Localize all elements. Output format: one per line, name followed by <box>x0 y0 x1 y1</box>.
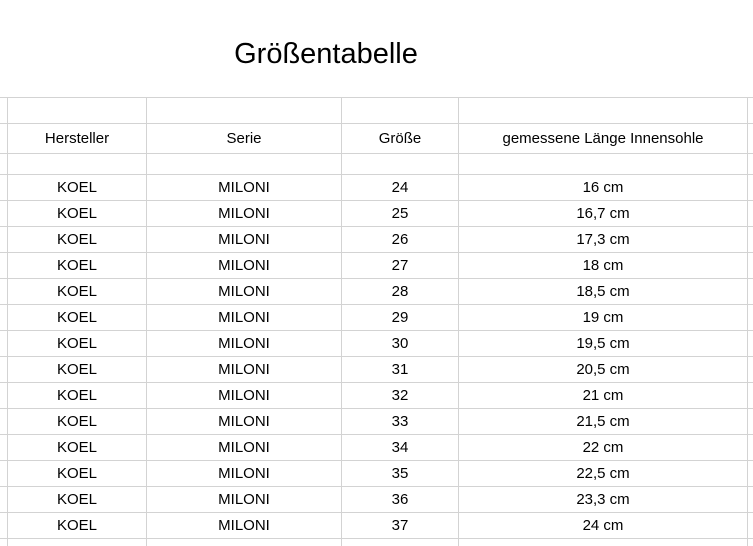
right-margin-cell <box>747 98 753 123</box>
left-margin-cell <box>0 201 7 226</box>
cell-groesse: 27 <box>341 253 458 278</box>
cell-laenge: 22 cm <box>458 435 747 460</box>
right-margin-cell <box>747 487 753 512</box>
empty-cell <box>341 154 458 174</box>
left-margin-cell <box>0 487 7 512</box>
left-margin-cell <box>0 227 7 252</box>
cell-serie: MILONI <box>146 513 341 538</box>
cell-serie: MILONI <box>146 227 341 252</box>
cell-hersteller: KOEL <box>7 409 146 434</box>
table-header-row <box>0 124 753 154</box>
table-row <box>0 409 753 435</box>
cell-serie: MILONI <box>146 279 341 304</box>
cell-hersteller: KOEL <box>7 331 146 356</box>
cell-laenge: 16 cm <box>458 175 747 200</box>
column-header-hersteller: Hersteller <box>7 124 146 153</box>
cell-groesse: 37 <box>341 513 458 538</box>
right-margin-cell <box>747 279 753 304</box>
empty-cell <box>146 539 341 546</box>
empty-cell <box>7 539 146 546</box>
cell-groesse: 31 <box>341 357 458 382</box>
right-margin-cell <box>747 539 753 546</box>
cell-laenge: 18,5 cm <box>458 279 747 304</box>
table-row <box>0 513 753 539</box>
empty-cell <box>146 154 341 174</box>
cell-laenge: 19,5 cm <box>458 331 747 356</box>
column-header-groesse: Größe <box>341 124 458 153</box>
cell-hersteller: KOEL <box>7 201 146 226</box>
cell-serie: MILONI <box>146 357 341 382</box>
cell-serie: MILONI <box>146 253 341 278</box>
right-margin-cell <box>747 331 753 356</box>
left-margin-cell <box>0 154 7 174</box>
right-margin-cell <box>747 253 753 278</box>
right-margin-cell <box>747 383 753 408</box>
cell-hersteller: KOEL <box>7 279 146 304</box>
cell-laenge: 21,5 cm <box>458 409 747 434</box>
cell-laenge: 21 cm <box>458 383 747 408</box>
right-margin-cell <box>747 513 753 538</box>
table-row <box>0 279 753 305</box>
left-margin-cell <box>0 539 7 546</box>
cell-groesse: 30 <box>341 331 458 356</box>
cell-hersteller: KOEL <box>7 253 146 278</box>
table-row <box>0 201 753 227</box>
left-margin-cell <box>0 305 7 330</box>
cell-laenge: 24 cm <box>458 513 747 538</box>
cell-laenge: 22,5 cm <box>458 461 747 486</box>
left-margin-cell <box>0 461 7 486</box>
cell-groesse: 35 <box>341 461 458 486</box>
page-title: Größentabelle <box>234 38 418 70</box>
right-margin-cell <box>747 201 753 226</box>
left-margin-cell <box>0 331 7 356</box>
cell-laenge: 19 cm <box>458 305 747 330</box>
cell-hersteller: KOEL <box>7 487 146 512</box>
left-margin-cell <box>0 383 7 408</box>
left-margin-cell <box>0 409 7 434</box>
cell-groesse: 34 <box>341 435 458 460</box>
empty-cell <box>7 154 146 174</box>
cell-serie: MILONI <box>146 487 341 512</box>
cell-groesse: 25 <box>341 201 458 226</box>
empty-cell <box>341 539 458 546</box>
left-margin-cell <box>0 513 7 538</box>
cell-hersteller: KOEL <box>7 435 146 460</box>
cell-laenge: 18 cm <box>458 253 747 278</box>
table-row-empty-top <box>0 98 753 124</box>
right-margin-cell <box>747 154 753 174</box>
cell-serie: MILONI <box>146 175 341 200</box>
cell-hersteller: KOEL <box>7 513 146 538</box>
table-row <box>0 253 753 279</box>
empty-cell <box>146 98 341 123</box>
right-margin-cell <box>747 175 753 200</box>
cell-serie: MILONI <box>146 383 341 408</box>
cell-groesse: 29 <box>341 305 458 330</box>
cell-laenge: 20,5 cm <box>458 357 747 382</box>
table-row <box>0 357 753 383</box>
left-margin-cell <box>0 175 7 200</box>
right-margin-cell <box>747 435 753 460</box>
table-body <box>0 175 753 539</box>
table-row-partial <box>0 539 753 546</box>
right-margin-cell <box>747 357 753 382</box>
cell-groesse: 26 <box>341 227 458 252</box>
empty-cell <box>341 98 458 123</box>
empty-cell <box>458 154 747 174</box>
table-row-empty-mid <box>0 154 753 175</box>
cell-hersteller: KOEL <box>7 175 146 200</box>
column-header-serie: Serie <box>146 124 341 153</box>
left-margin-cell <box>0 124 7 153</box>
left-margin-cell <box>0 357 7 382</box>
cell-serie: MILONI <box>146 201 341 226</box>
empty-cell <box>458 98 747 123</box>
right-margin-cell <box>747 409 753 434</box>
cell-serie: MILONI <box>146 461 341 486</box>
table-row <box>0 331 753 357</box>
cell-groesse: 36 <box>341 487 458 512</box>
table-row <box>0 227 753 253</box>
cell-laenge: 17,3 cm <box>458 227 747 252</box>
cell-laenge: 16,7 cm <box>458 201 747 226</box>
left-margin-cell <box>0 253 7 278</box>
left-margin-cell <box>0 435 7 460</box>
cell-groesse: 32 <box>341 383 458 408</box>
table-row <box>0 487 753 513</box>
cell-serie: MILONI <box>146 409 341 434</box>
cell-serie: MILONI <box>146 331 341 356</box>
cell-groesse: 33 <box>341 409 458 434</box>
cell-groesse: 24 <box>341 175 458 200</box>
right-margin-cell <box>747 305 753 330</box>
empty-cell <box>458 539 747 546</box>
table-row <box>0 305 753 331</box>
column-header-innensohle: gemessene Länge Innensohle <box>458 124 747 153</box>
table-row <box>0 383 753 409</box>
table-row <box>0 461 753 487</box>
cell-groesse: 28 <box>341 279 458 304</box>
cell-laenge: 23,3 cm <box>458 487 747 512</box>
right-margin-cell <box>747 124 753 153</box>
size-table <box>0 97 753 546</box>
cell-serie: MILONI <box>146 435 341 460</box>
left-margin-cell <box>0 279 7 304</box>
cell-serie: MILONI <box>146 305 341 330</box>
empty-cell <box>7 98 146 123</box>
table-row <box>0 435 753 461</box>
cell-hersteller: KOEL <box>7 227 146 252</box>
right-margin-cell <box>747 461 753 486</box>
cell-hersteller: KOEL <box>7 461 146 486</box>
cell-hersteller: KOEL <box>7 357 146 382</box>
left-margin-cell <box>0 98 7 123</box>
table-row <box>0 175 753 201</box>
cell-hersteller: KOEL <box>7 305 146 330</box>
right-margin-cell <box>747 227 753 252</box>
cell-hersteller: KOEL <box>7 383 146 408</box>
